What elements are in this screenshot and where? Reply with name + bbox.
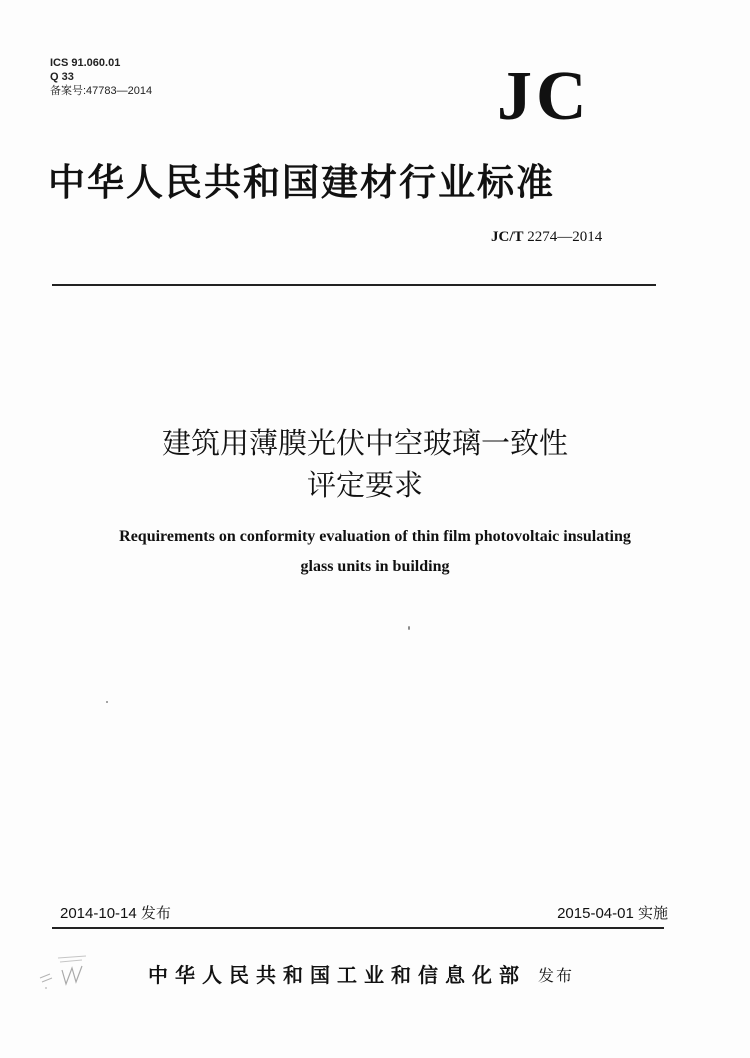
- ccs-code: Q 33: [50, 71, 74, 83]
- document-title-en-line1: Requirements on conformity evaluation of thin film photovoltaic insulating: [119, 528, 631, 545]
- standard-category-title: 中华人民共和国建材行业标准: [48, 160, 555, 204]
- implementation-date: 2015-04-01 实施: [557, 905, 668, 922]
- standard-number-prefix: JC/T: [491, 229, 524, 245]
- issue-date: 2014-10-14 发布: [60, 905, 171, 922]
- document-title-cn: [0, 422, 750, 506]
- top-divider: [52, 284, 656, 286]
- jc-logo: JC: [497, 58, 591, 135]
- document-title-cn-line2: 评定要求: [306, 468, 423, 502]
- document-title-en-line2: glass units in building: [300, 558, 450, 575]
- publisher-suffix: 发布: [538, 966, 575, 985]
- ics-code: ICS 91.060.01: [50, 57, 121, 69]
- classification-block: [50, 56, 152, 98]
- publisher-name: 中华人民共和国工业和信息化部: [148, 963, 526, 987]
- document-title-en: [0, 522, 750, 582]
- document-title-cn-line1: 建筑用薄膜光伏中空玻璃一致性: [161, 426, 568, 460]
- record-number: 备案号:47783—2014: [50, 85, 153, 97]
- standard-number: [491, 228, 602, 246]
- library-stamp-mark: [36, 948, 92, 992]
- standard-number-value: 2274—2014: [527, 229, 603, 245]
- bottom-divider: [52, 927, 664, 929]
- scan-speck: [408, 626, 410, 630]
- scan-speck: [106, 701, 108, 703]
